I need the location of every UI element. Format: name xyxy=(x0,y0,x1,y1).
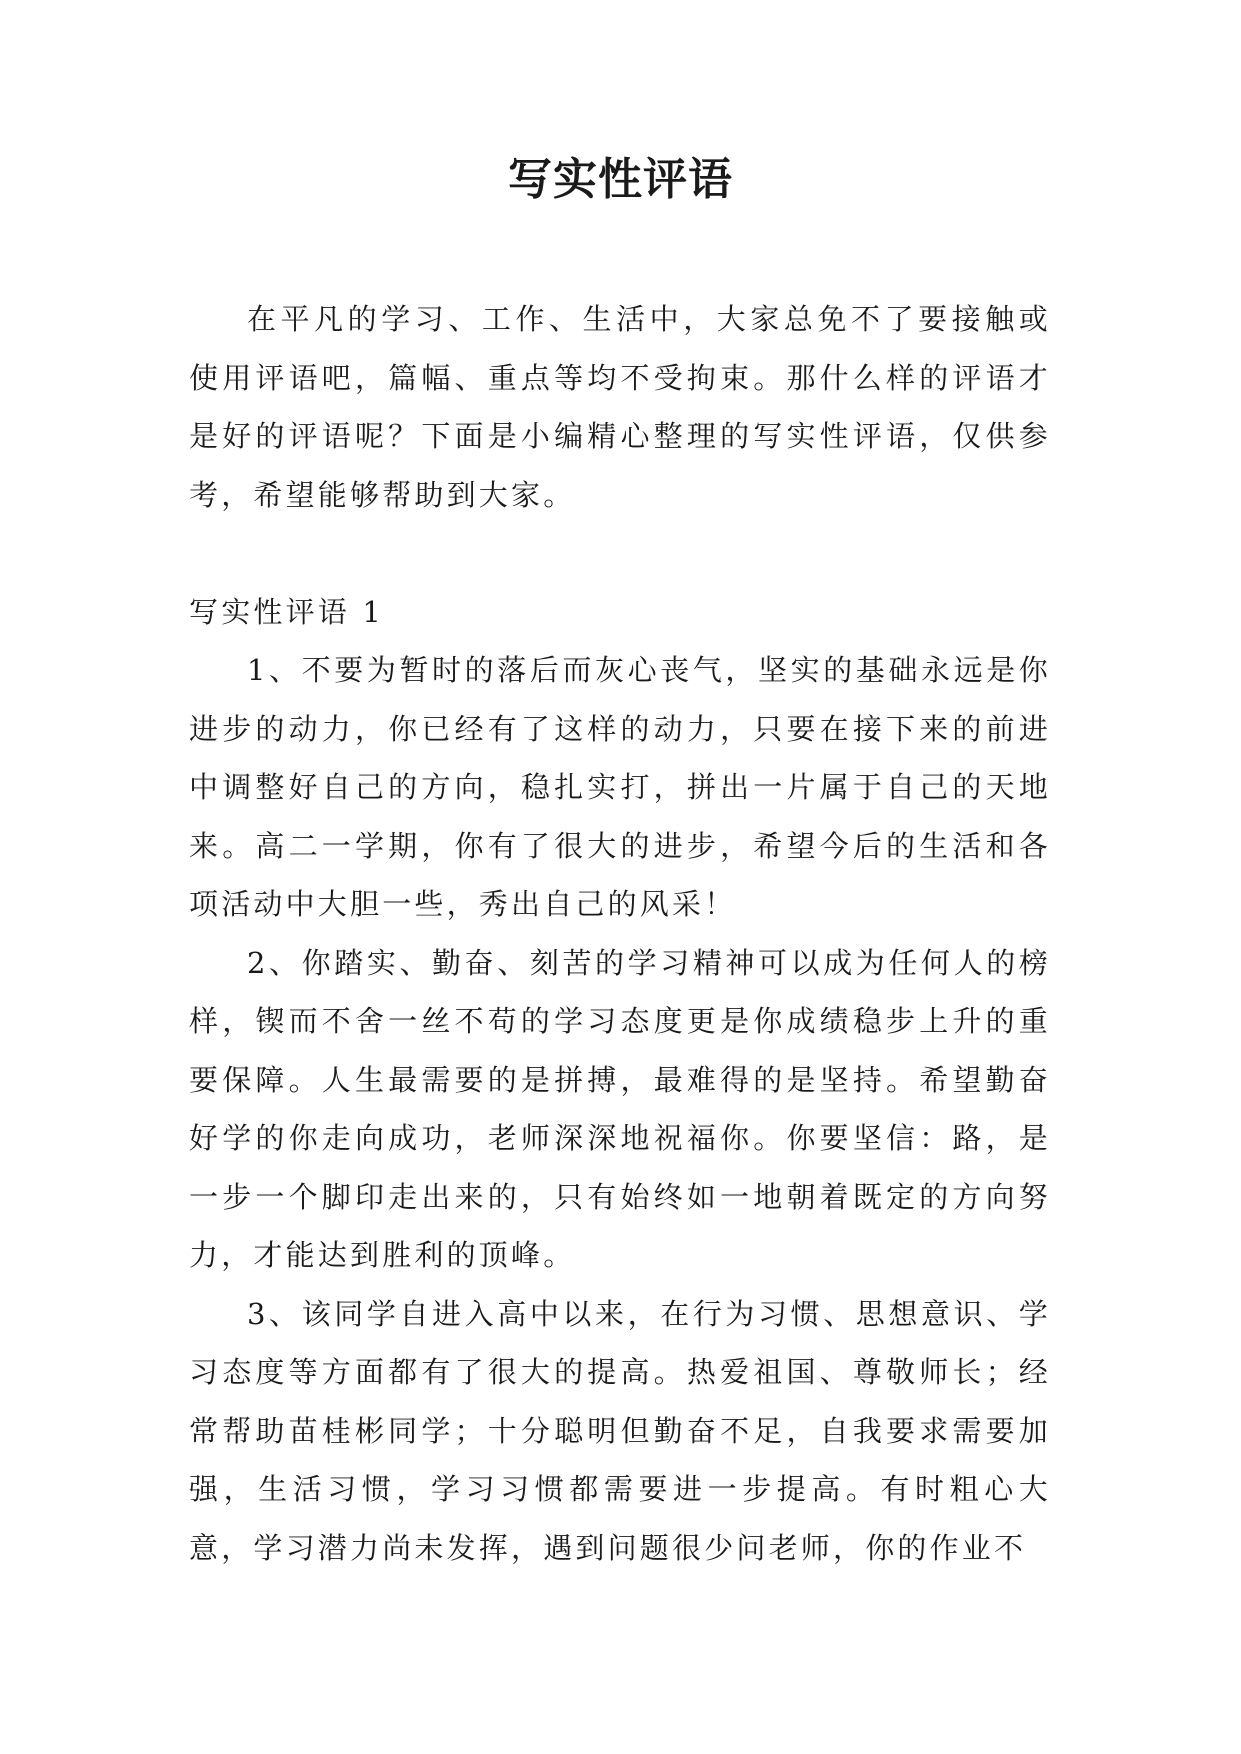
paragraph-spacer xyxy=(189,524,1051,583)
document-title: 写实性评语 xyxy=(508,154,733,205)
section-heading: 写实性评语 1 xyxy=(189,594,385,629)
comment-item-3: 3、该同学自进入高中以来，在行为习惯、思想意识、学习态度等方面都有了很大的提高。热爱祖国、尊敬师长；经常帮助苗桂彬同学；十分聪明但勤奋不足，自我要求需要加强，生活习惯，学习习惯都需要进一步提高。有时粗心大意，学习潜力尚未发挥，遇到问题很少问老师，你的作业不 xyxy=(189,1296,1051,1565)
intro-paragraph: 在平凡的学习、工作、生活中，大家总免不了要接触或使用评语吧，篇幅、重点等均不受拘束。那什么样的评语才是好的评语呢？下面是小编精心整理的写实性评语，仅供参考，希望能够帮助到大家。 xyxy=(189,302,1051,512)
document-body xyxy=(189,290,1051,1577)
comment-item-2: 2、你踏实、勤奋、刻苦的学习精神可以成为任何人的榜样，锲而不舍一丝不苟的学习态度更是你成绩稳步上升的重要保障。人生最需要的是拼搏，最难得的是坚持。希望勤奋好学的你走向成功，老师深深地祝福你。你要坚信：路，是一步一个脚印走出来的，只有始终如一地朝着既定的方向努力，才能达到胜利的顶峰。 xyxy=(189,945,1051,1272)
comment-item-1: 1、不要为暂时的落后而灰心丧气，坚实的基础永远是你进步的动力，你已经有了这样的动力，只要在接下来的前进中调整好自己的方向，稳扎实打，拼出一片属于自己的天地来。高二一学期，你有了很大的进步，希望今后的生活和各项活动中大胆一些，秀出自己的风采！ xyxy=(189,653,1051,921)
